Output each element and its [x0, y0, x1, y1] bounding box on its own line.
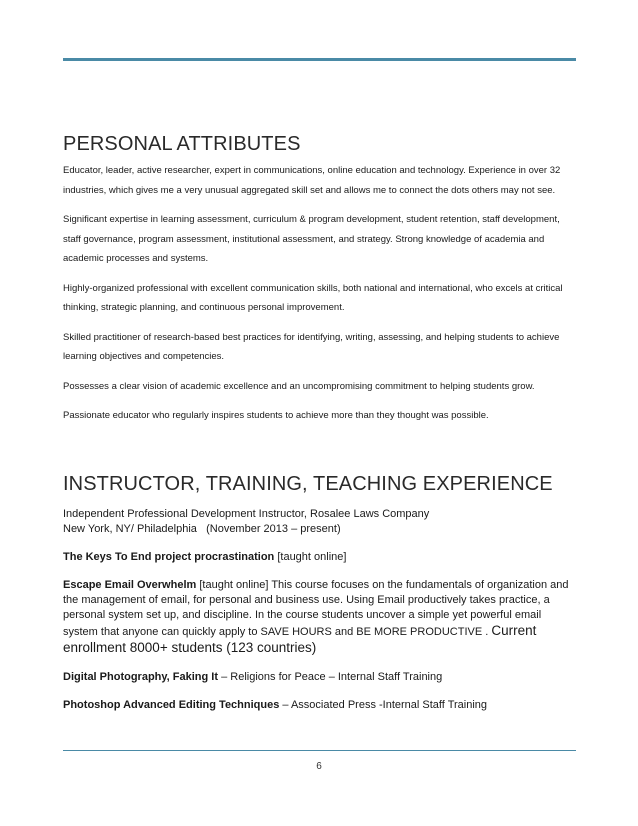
- teaching-experience-section: [63, 472, 577, 713]
- top-divider: [63, 58, 576, 61]
- course-description: [taught online] This course focuses on the fundamentals of organization and the management of email, for personal and business use. Using Email productively takes practice, a personal system set up, and discipline. In the course students uncover a simple yet powerful email system that anyone can quickly apply to SAVE HOURS and BE MORE PRODUCTIVE .: [63, 579, 569, 638]
- role-dates: (November 2013 – present): [206, 523, 341, 535]
- course-enrollment: Current enrollment 8000+ students (123 countries): [63, 623, 537, 655]
- course-description: – Associated Press -Internal Staff Training: [279, 699, 488, 711]
- course-item: [63, 550, 577, 565]
- role-title: Independent Professional Development Instructor, Rosalee Laws Company: [63, 508, 430, 520]
- course-title: Photoshop Advanced Editing Techniques: [63, 699, 280, 711]
- course-description: – Religions for Peace – Internal Staff Training: [218, 671, 443, 683]
- role-location-dates: [63, 522, 577, 537]
- course-title: Escape Email Overwhelm: [63, 579, 197, 591]
- course-item: [63, 670, 577, 685]
- attribute-paragraph: Highly-organized professional with excellent communication skills, both national and international, who excels at critical thinking, strategic planning, and continuous personal improvement.: [63, 282, 563, 313]
- personal-attributes-section: [63, 132, 577, 426]
- course-item: [63, 698, 577, 713]
- attribute-paragraph: Educator, leader, active researcher, expert in communications, online education and technology. Experience in over 32 industries, which gives me a very unusual aggregated skill set and allows me to connect the dots others may not see.: [63, 165, 561, 196]
- course-title: Digital Photography, Faking It: [63, 671, 219, 683]
- course-item: [63, 578, 577, 657]
- bottom-divider: [63, 750, 576, 751]
- attribute-paragraph: Significant expertise in learning assessment, curriculum & program development, student retention, staff development, staff governance, program assessment, institutional assessment, and strategy. Strong knowledge of academia and academic processes and systems.: [63, 214, 560, 264]
- attribute-paragraph: Possesses a clear vision of academic excellence and an uncompromising commitment to helping students grow.: [63, 380, 535, 392]
- course-title: The Keys To End project procrastination: [63, 551, 275, 563]
- role-location: New York, NY/ Philadelphia: [63, 523, 197, 535]
- personal-attributes-heading: PERSONAL ATTRIBUTES: [63, 133, 301, 155]
- teaching-experience-heading: INSTRUCTOR, TRAINING, TEACHING EXPERIENCE: [63, 473, 553, 495]
- page-number: 6: [316, 761, 322, 772]
- attribute-paragraph: Passionate educator who regularly inspires students to achieve more than they thought was possible.: [63, 410, 489, 421]
- attribute-paragraph: Skilled practitioner of research-based best practices for identifying, writing, assessing, and helping students to achieve learning objectives and competencies.: [63, 331, 560, 362]
- course-description: [taught online]: [274, 551, 347, 563]
- role-block: [63, 507, 577, 537]
